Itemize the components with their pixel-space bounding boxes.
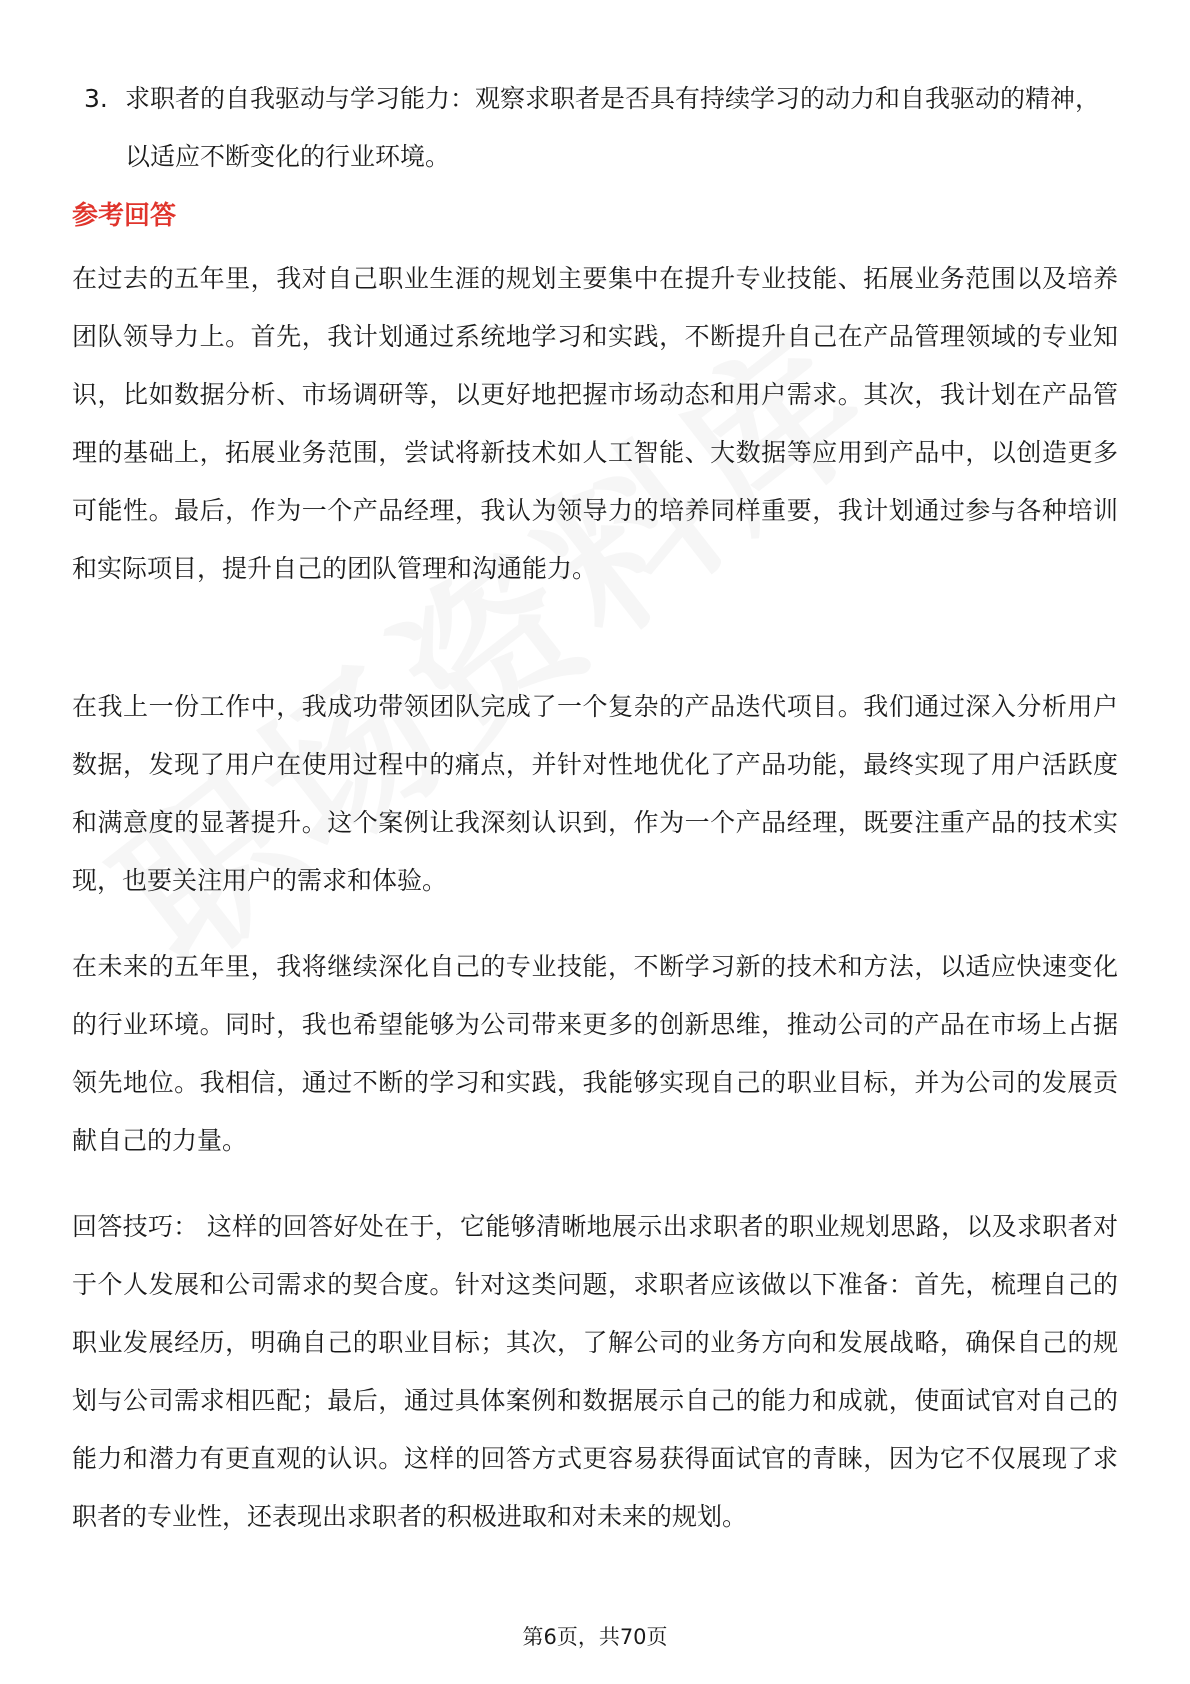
paragraph-answer-tips: 回答技巧： 这样的回答好处在于，它能够清晰地展示出求职者的职业规划思路，以及求职者对于个人发展和公司需求的契合度。针对这类问题，求职者应该做以下准备：首先，梳理自己的职业发展经历，明确自己的职业目标；其次，了解公司的业务方向和发展战略，确保自己的规划与公司需求相匹配；最后，通过具体案例和数据展示自己的能力和成就，使面试官对自己的能力和潜力有更直观的认识。这样的回答方式更容易获得面试官的青睐，因为它不仅展现了求职者的专业性，还表现出求职者的积极进取和对未来的规划。 [72,1212,1118,1531]
paragraph-past-project: 在我上一份工作中，我成功带领团队完成了一个复杂的产品迭代项目。我们通过深入分析用户数据，发现了用户在使用过程中的痛点，并针对性地优化了产品功能，最终实现了用户活跃度和满意度的显著提升。这个案例让我深刻认识到，作为一个产品经理，既要注重产品的技术实现，也要关注用户的需求和体验。 [72,692,1118,895]
paragraph-career-plan: 在过去的五年里，我对自己职业生涯的规划主要集中在提升专业技能、拓展业务范围以及培养团队领导力上。首先，我计划通过系统地学习和实践，不断提升自己在产品管理领域的专业知识，比如数据分析、市场调研等，以更好地把握市场动态和用户需求。其次，我计划在产品管理的基础上，拓展业务范围，尝试将新技术如人工智能、大数据等应用到产品中，以创造更多可能性。最后，作为一个产品经理，我认为领导力的培养同样重要，我计划通过参与各种培训和实际项目，提升自己的团队管理和沟通能力。 [72,264,1118,583]
paragraph-future-goals: 在未来的五年里，我将继续深化自己的专业技能，不断学习新的技术和方法，以适应快速变化的行业环境。同时，我也希望能够为公司带来更多的创新思维，推动公司的产品在市场上占据领先地位。我相信，通过不断的学习和实践，我能够实现自己的职业目标，并为公司的发展贡献自己的力量。 [72,952,1118,1155]
list-item-text: 求职者的自我驱动与学习能力：观察求职者是否具有持续学习的动力和自我驱动的精神，以适应不断变化的行业环境。 [125,84,1101,171]
section-title: 参考回答 [72,201,177,231]
list-item-number: 3. [84,84,108,113]
list-item [84,70,1124,186]
page-footer: 第6页，共70页 [522,1625,668,1649]
